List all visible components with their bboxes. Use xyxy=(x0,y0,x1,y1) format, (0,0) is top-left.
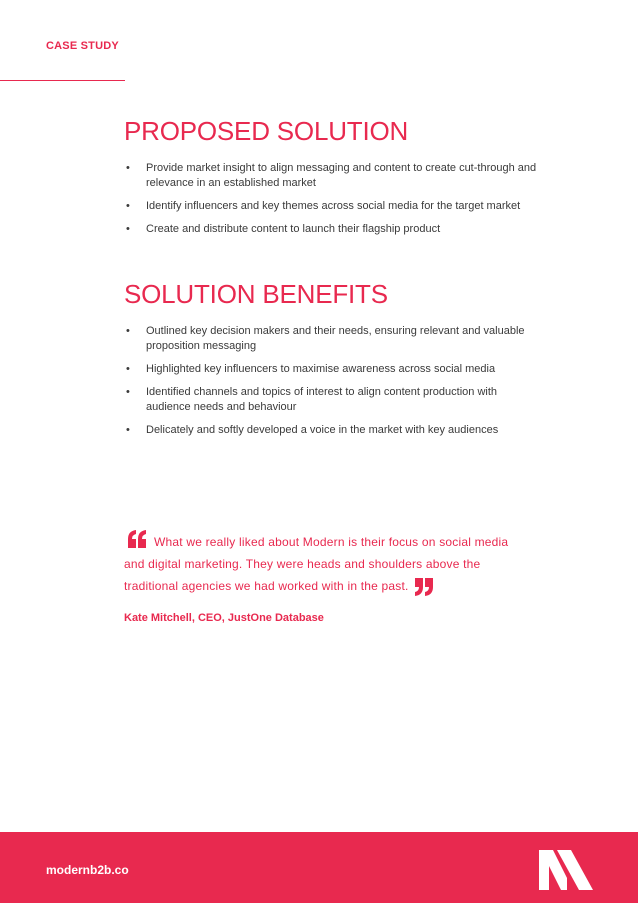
bullet-icon: • xyxy=(126,200,130,212)
open-quote-icon xyxy=(126,528,148,550)
modern-logo-icon xyxy=(537,848,595,890)
solution-benefits-list xyxy=(124,324,544,438)
solution-benefits-title: SOLUTION BENEFITS xyxy=(124,279,388,309)
list-item-text: Outlined key decision makers and their needs, ensuring relevant and valuable proposition messaging xyxy=(146,325,525,352)
bullet-icon: • xyxy=(126,223,130,235)
list-item xyxy=(124,161,544,191)
testimonial-quote xyxy=(124,528,524,598)
list-item-text: Identify influencers and key themes across social media for the target market xyxy=(146,200,521,212)
header-divider xyxy=(0,80,125,81)
list-item-text: Create and distribute content to launch their flagship product xyxy=(146,223,441,235)
list-item xyxy=(124,324,544,354)
bullet-icon: • xyxy=(126,386,130,398)
footer-website-link[interactable]: modernb2b.co xyxy=(46,863,129,877)
list-item xyxy=(124,423,544,438)
list-item xyxy=(124,199,544,214)
case-study-label: CASE STUDY xyxy=(46,40,119,52)
proposed-solution-section xyxy=(124,116,544,245)
bullet-icon: • xyxy=(126,363,130,375)
list-item-text: Delicately and softly developed a voice in the market with key audiences xyxy=(146,424,499,436)
list-item-text: Provide market insight to align messaging and content to create cut-through and relevance in an established market xyxy=(146,162,537,189)
list-item xyxy=(124,385,544,415)
footer-bar xyxy=(0,832,638,903)
testimonial-quote-text: What we really liked about Modern is their focus on social media and digital marketing. They were heads and shoulders above the traditional agencies we had worked with in the past. xyxy=(124,535,509,593)
list-item xyxy=(124,362,544,377)
bullet-icon: • xyxy=(126,325,130,337)
proposed-solution-title: PROPOSED SOLUTION xyxy=(124,116,409,146)
testimonial-attribution: Kate Mitchell, CEO, JustOne Database xyxy=(124,612,324,624)
list-item-text: Identified channels and topics of interest to align content production with audience needs and behaviour xyxy=(146,386,498,413)
list-item-text: Highlighted key influencers to maximise awareness across social media xyxy=(146,363,496,375)
solution-benefits-section xyxy=(124,279,544,446)
proposed-solution-list xyxy=(124,161,544,237)
list-item xyxy=(124,222,544,237)
bullet-icon: • xyxy=(126,162,130,174)
testimonial-block xyxy=(124,528,524,624)
close-quote-icon xyxy=(413,576,435,598)
bullet-icon: • xyxy=(126,424,130,436)
